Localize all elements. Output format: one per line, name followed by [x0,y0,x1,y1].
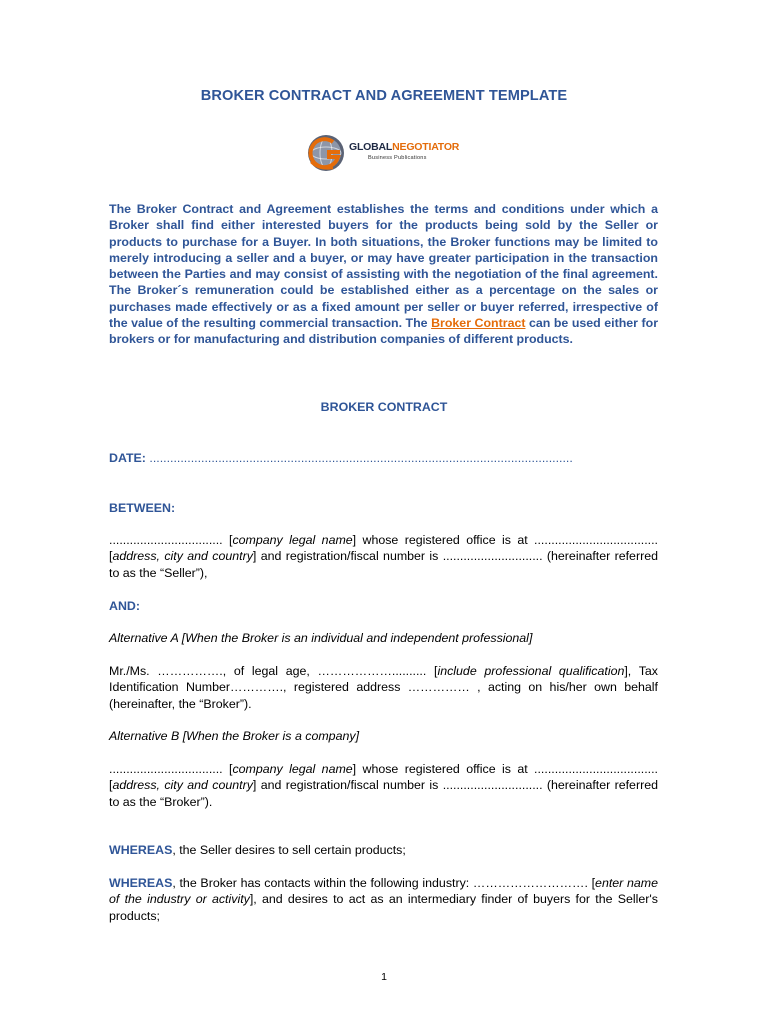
broker-contract-link[interactable]: Broker Contract [431,316,526,331]
date-label: DATE: [109,451,146,465]
whereas-1-text: , the Seller desires to sell certain products; [172,843,406,857]
intro-text-before-link: The Broker Contract and Agreement establishes the terms and conditions under which a Broker shall find either interested buyers for the products being sold by the Seller or products to purchase for a Buyer. In both situations, the Broker functions may be limited to merely introducing a seller and a buyer, or may have greater participation in the transaction between the Parties and may consist of assisting with the negotiation of the final agreement. The Broker´s remuneration could be established either as a percentage on the sales or purchases made effectively or as a fixed amount per seller or buyer referred, irrespective of the value of the resulting commercial transaction. The [109,202,658,331]
alternative-b-heading [109,728,658,744]
company-address-placeholder: address, city and country [112,778,253,793]
whereas-clause-1 [109,842,658,858]
logo-brand-global: GLOBAL [349,141,393,153]
alternative-a-label: Alternative A [ [109,631,186,645]
document-title: BROKER CONTRACT AND AGREEMENT TEMPLATE [200,88,568,104]
seller-party-paragraph [109,532,658,581]
global-negotiator-logo [305,132,465,174]
and-label: AND: [109,599,140,613]
industry-placeholder: enter name of the industry or activity [109,876,658,907]
alternative-a-close: ] [528,631,533,645]
alternative-a-description: When the Broker is an individual and independent professional [185,631,529,645]
whereas-1-label: WHEREAS [109,843,173,857]
whereas-2-label: WHEREAS [109,876,173,890]
individual-start-text: Mr./Ms. ……………., of legal age, ……………….......... [ [109,664,438,678]
alternative-b-close: ] [355,729,360,743]
alternative-b-description: When the Broker is a company [186,729,356,743]
company-end-text: ] and registration/fiscal number is ............................. (hereinafter referred to as the “Broker”). [109,778,658,809]
intro-paragraph [109,201,658,348]
logo-tagline: Business Publications [368,155,427,161]
globe-emblem-icon [305,132,347,174]
logo-brand-negotiator: NEGOTIATOR [392,141,460,153]
seller-end-text: ] and registration/fiscal number is ............................. (hereinafter referred to as the “Seller”), [109,549,658,580]
individual-party-paragraph [109,663,658,712]
company-party-paragraph [109,761,658,810]
logo-wordmark [349,141,459,153]
seller-office-text: ] whose registered office is at .................................... [ [109,533,658,564]
qualification-placeholder: include professional qualification [437,664,625,678]
page-number: 1 [381,971,387,983]
alternative-a-heading [109,630,658,646]
whereas-clause-2 [109,875,658,924]
seller-address-placeholder: address, city and country [112,549,253,564]
date-line [109,451,669,465]
company-office-text: ] whose registered office is at .................................... [ [109,762,658,793]
seller-dots: ................................. [ [109,533,233,547]
intro-text-after-link: can be used either for brokers or for manufacturing and distribution companies of different products. [109,316,659,347]
company-dots: ................................. [ [109,762,233,776]
company-legal-name-placeholder: company legal name [232,762,353,776]
between-label: BETWEEN: [109,501,176,515]
contract-subtitle: BROKER CONTRACT [320,400,448,414]
seller-legal-name-placeholder: company legal name [232,533,353,547]
whereas-2-text-start: , the Broker has contacts within the following industry: ………………………. [ [172,876,596,890]
alternative-b-label: Alternative B [ [109,729,187,743]
date-dots: ........................................................................................................................... [145,451,573,465]
individual-end-text: ], Tax Identification Number…………., registered address …………… , acting on his/her own behalf (hereinafter, the “Broker”). [109,664,658,711]
whereas-2-text-end: ], and desires to act as an intermediary finder of buyers for the Seller's products; [109,892,658,923]
